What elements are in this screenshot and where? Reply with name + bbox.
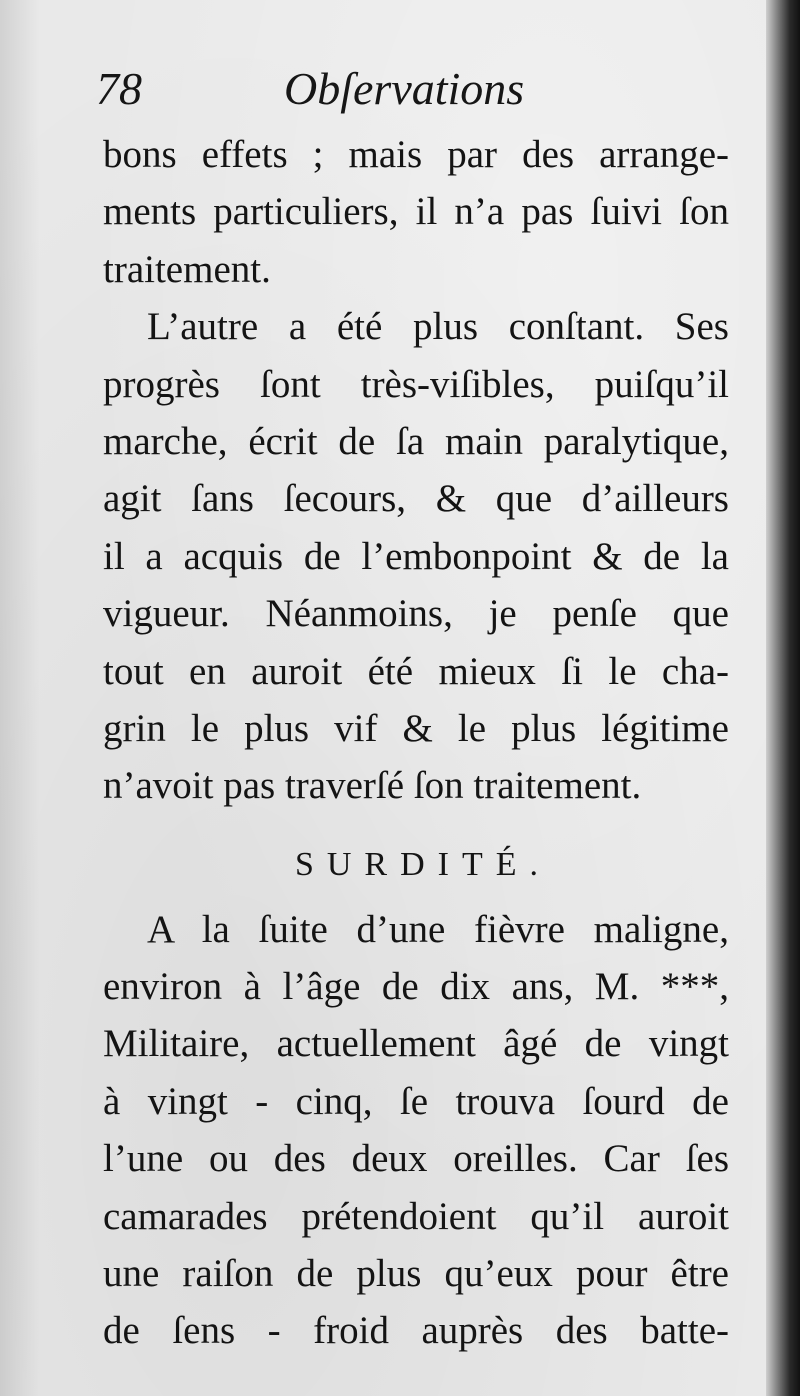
gutter-shadow [0, 0, 40, 1396]
running-title: Obſervations [284, 63, 525, 114]
text-line: vigueur. Néanmoins, je penſe que [103, 592, 729, 636]
text-line: grin le plus vif & le plus légitime [103, 706, 729, 750]
text-line: de ſens - froid auprès des batte- [103, 1309, 729, 1353]
text-line: tout en auroit été mieux ſi le cha- [103, 649, 729, 693]
page-edge-shadow [766, 0, 800, 1396]
text-line: l’une ou des deux oreilles. Car ſes [103, 1137, 729, 1181]
body-text [103, 126, 729, 1360]
paragraph-3 [103, 901, 729, 1360]
page-number: 78 [96, 63, 142, 114]
text-line: progrès ſont très-viſibles, puiſqu’il [103, 362, 729, 406]
text-line: environ à l’âge de dix ans, M. ***, [103, 965, 729, 1009]
text-line: L’autre a été plus conſtant. Ses [147, 305, 729, 349]
text-line: il a acquis de l’embonpoint & de la [103, 534, 729, 578]
paragraph-2 [103, 298, 729, 815]
text-line: A la ſuite d’une fièvre maligne, [147, 907, 729, 951]
page-header [96, 62, 736, 118]
text-line: ments particuliers, il n’a pas ſuivi ſon [103, 190, 729, 234]
text-line: camarades prétendoient qu’il auroit [103, 1194, 729, 1238]
paragraph-1 [103, 126, 729, 298]
text-line: n’avoit pas traverſé ſon traitement. [103, 764, 642, 808]
text-line: agit ſans ſecours, & que d’ailleurs [103, 477, 729, 521]
text-line: Militaire, actuellement âgé de vingt [103, 1022, 729, 1066]
text-line: traitement. [103, 247, 271, 291]
text-line: une raiſon de plus qu’eux pour être [103, 1252, 729, 1296]
text-line: marche, écrit de ſa main paralytique, [103, 419, 729, 463]
text-line: bons effets ; mais par des arrange- [103, 133, 729, 176]
text-line: à vingt - cinq, ſe trouva ſourd de [103, 1079, 729, 1123]
section-heading: SURDITÉ. [294, 845, 552, 883]
